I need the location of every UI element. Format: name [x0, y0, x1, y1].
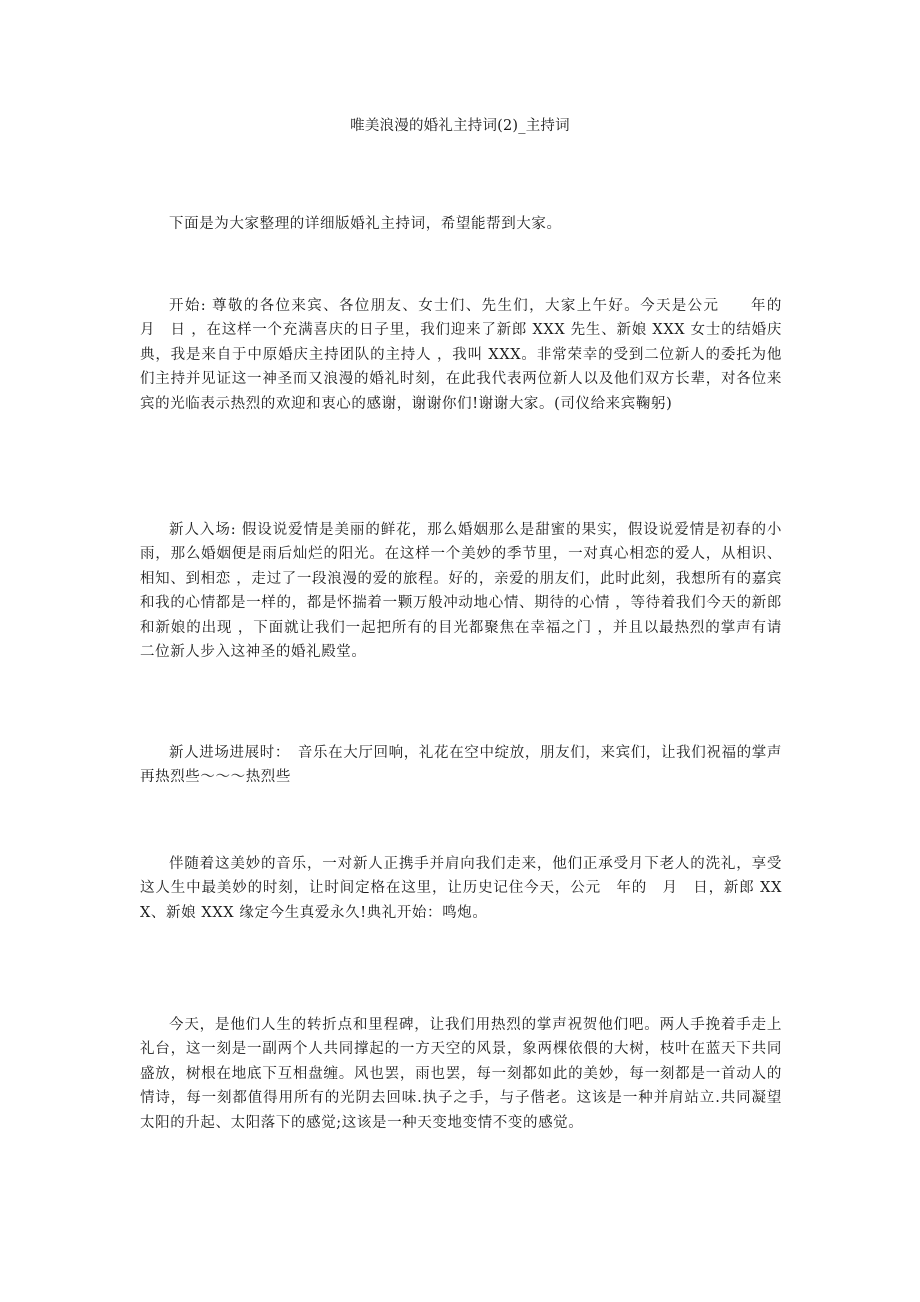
paragraph-ceremony-start: 伴随着这美妙的音乐，一对新人正携手并肩向我们走来，他们正承受月下老人的洗礼，享受这人生中最美妙的时刻，让时间定格在这里，让历史记住今天，公元 年的 月 日，新郎 XXX、新娘 XXX 缘定今生真爱永久!典礼开始：鸣炮。 [140, 856, 782, 921]
paragraph-procession: 新人进场进展时： 音乐在大厅回响，礼花在空中绽放，朋友们，来宾们，让我们祝福的掌声再热烈些～～～热烈些 [140, 745, 782, 786]
paragraph-intro: 下面是为大家整理的详细版婚礼主持词，希望能帮到大家。 [169, 216, 562, 232]
document-title: 唯美浪漫的婚礼主持词(2)_主持词 [350, 118, 570, 134]
paragraph-milestone: 今天，是他们人生的转折点和里程碑，让我们用热烈的掌声祝贺他们吧。两人手挽着手走上礼台，这一刻是一副两个人共同撑起的一方天空的风景，象两棵依偎的大树，枝叶在蓝天下共同盛放，树根在地底下互相盘缠。风也罢，雨也罢，每一刻都如此的美妙，每一刻都是一首动人的情诗，每一刻都值得用所有的光阴去回味.执子之手，与子偕老。这该是一种并肩站立.共同凝望太阳的升起、太阳落下的感觉;这该是一种天变地变情不变的感觉。 [140, 1017, 782, 1131]
paragraph-entrance: 新人入场: 假设说爱情是美丽的鲜花，那么婚姻那么是甜蜜的果实，假设说爱情是初春的小雨，那么婚姻便是雨后灿烂的阳光。在这样一个美妙的季节里，一对真心相恋的爱人，从相识、相知、到相恋 ，走过了一段浪漫的爱的旅程。好的，亲爱的朋友们，此时此刻，我想所有的嘉宾和我的心情都是一样的，都是怀揣着一颗万般冲动地心情、期待的心情 ，等待着我们今天的新郎和新娘的出现 ，下面就让我们一起把所有的目光都聚焦在幸福之门 ，并且以最热烈的掌声有请二位新人步入这神圣的婚礼殿堂。 [140, 522, 782, 661]
paragraph-opening: 开始: 尊敬的各位来宾、各位朋友、女士们、先生们，大家上午好。今天是公元 年的 月 日 ，在这样一个充满喜庆的日子里，我们迎来了新郎 XXX 先生、新娘 XXX 女士的结婚庆典，我是来自于中原婚庆主持团队的主持人 ，我叫 XXX。非常荣幸的受到二位新人的委托为他们主持并见证这一神圣而又浪漫的婚礼时刻，在此我代表两位新人以及他们双方长辈，对各位来宾的光临表示热烈的欢迎和衷心的感谢，谢谢你们!谢谢大家。(司仪给来宾鞠躬) [140, 298, 798, 412]
